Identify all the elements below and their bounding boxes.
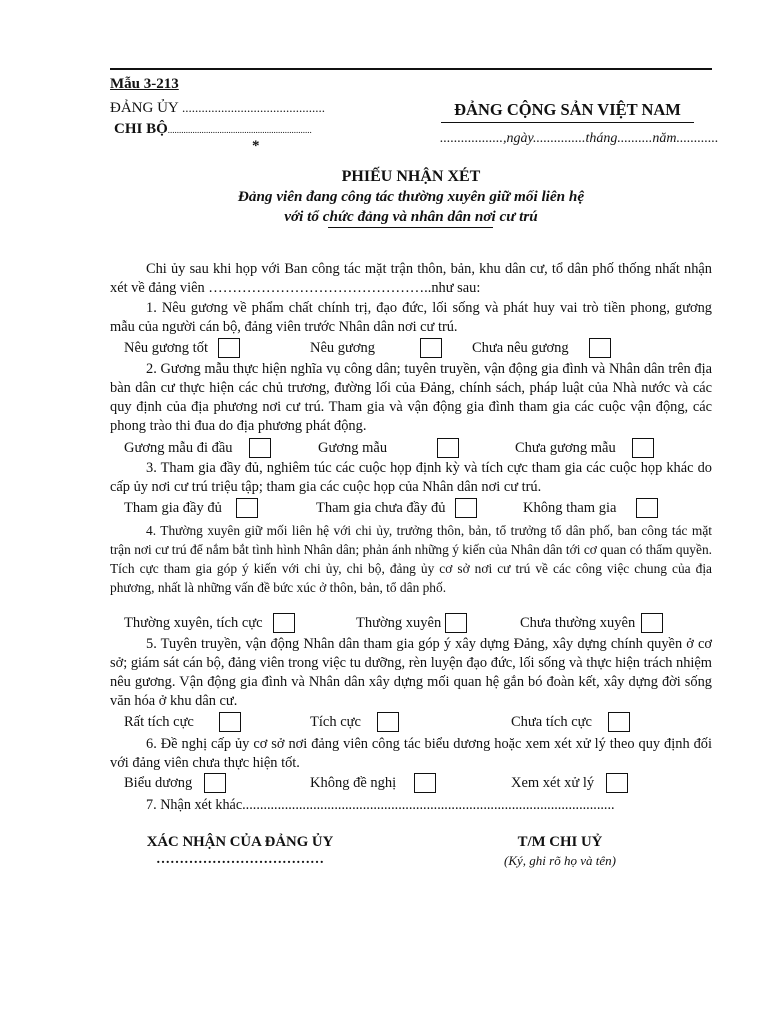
option-1-c[interactable]: [472, 338, 611, 358]
checkbox[interactable]: [455, 498, 477, 518]
option-2-c[interactable]: [515, 438, 654, 458]
checkbox[interactable]: [414, 773, 436, 793]
checkbox[interactable]: [641, 613, 663, 633]
form-code: Mẫu 3-213: [110, 76, 179, 92]
star-mark: *: [252, 138, 260, 154]
criterion-1-options: [110, 338, 712, 360]
confirmation-title: XÁC NHẬN CỦA ĐẢNG ỦY: [146, 834, 334, 850]
criterion-1-text: 1. Nêu gương về phẩm chất chính trị, đạo đức, lối sống và phát huy vai trò tiền phong, gương mẫu của người cán bộ, đảng viên trước Nhân dân nơi cư trú.: [110, 300, 712, 335]
option-1-a[interactable]: [124, 338, 240, 358]
option-label: Chưa thường xuyên: [520, 614, 636, 631]
checkbox[interactable]: [632, 438, 654, 458]
form-title: PHIẾU NHẬN XÉT: [341, 168, 481, 185]
checkbox[interactable]: [204, 773, 226, 793]
option-label: Xem xét xử lý: [511, 774, 595, 791]
option-1-b[interactable]: [310, 338, 442, 358]
option-4-c[interactable]: [520, 613, 663, 633]
option-6-b[interactable]: [310, 773, 436, 793]
option-label: Thường xuyên, tích cực: [124, 614, 263, 631]
criterion-3-options: [110, 498, 712, 520]
option-4-b[interactable]: [356, 613, 467, 633]
checkbox[interactable]: [445, 613, 467, 633]
top-rule: [110, 68, 712, 70]
criterion-4-options: [110, 613, 712, 635]
option-2-b[interactable]: [318, 438, 459, 458]
option-label: Thường xuyên: [356, 614, 442, 631]
checkbox[interactable]: [218, 338, 240, 358]
checkbox[interactable]: [636, 498, 658, 518]
criterion-2-options: [110, 438, 712, 460]
option-label: Tích cực: [310, 713, 361, 730]
option-3-b[interactable]: [316, 498, 477, 518]
option-label: Tham gia chưa đầy đủ: [316, 499, 446, 516]
criterion-6-text: 6. Đề nghị cấp ủy cơ sở nơi đảng viên công tác biểu dương hoặc xem xét xử lý theo quy định đối với đảng viên chưa thực hiện tốt.: [110, 736, 712, 771]
option-3-a[interactable]: [124, 498, 258, 518]
party-cell-line: [114, 121, 312, 138]
option-4-a[interactable]: [124, 613, 295, 633]
checkbox[interactable]: [377, 712, 399, 732]
checkbox[interactable]: [236, 498, 258, 518]
criterion-5-text: 5. Tuyên truyền, vận động Nhân dân tham gia góp ý xây dựng Đảng, xây dựng chính quyền ở cơ sở; giám sát cán bộ, đảng viên trong việc tu dưỡng, rèn luyện đạo đức, lối sống và thực hiện trách nhiệm nêu gương. Vận động gia đình và Nhân dân xây dựng mối quan hệ gắn bó đoàn kết, xây dựng đời sống văn hóa ở khu dân cư.: [110, 636, 712, 709]
date-line: ..................,ngày...............tháng..........năm............: [440, 131, 719, 146]
option-5-c[interactable]: [511, 712, 630, 732]
party-name: ĐẢNG CỘNG SẢN VIỆT NAM: [441, 100, 694, 123]
option-5-a[interactable]: [124, 712, 241, 732]
checkbox[interactable]: [606, 773, 628, 793]
checkbox[interactable]: [608, 712, 630, 732]
option-label: Gương mẫu đi đầu: [124, 439, 233, 456]
checkbox[interactable]: [219, 712, 241, 732]
signature-note: (Ký, ghi rõ họ và tên): [504, 853, 616, 868]
form-subtitle-2: với tổ chức đảng và nhân dân nơi cư trú: [284, 208, 538, 225]
option-label: Chưa tích cực: [511, 713, 592, 730]
option-label: Không tham gia: [523, 499, 617, 516]
option-label: Không đề nghị: [310, 774, 397, 791]
option-3-c[interactable]: [523, 498, 658, 518]
intro-paragraph: Chi ủy sau khi họp với Ban công tác mặt trận thôn, bản, khu dân cư, tổ dân phố thống nhất nhận xét về đảng viên ………………………………………..như sau:: [110, 261, 712, 296]
option-label: Chưa gương mẫu: [515, 439, 616, 456]
criterion-2-text: 2. Gương mẫu thực hiện nghĩa vụ công dân; tuyên truyền, vận động gia đình và Nhân dân trên địa bàn dân cư thực hiện các chủ trương, đường lối của Đảng, chính sách, pháp luật của Nhà nước và các quy định của địa phương nơi cư trú. Tham gia và vận động gia đình tham gia các cuộc vận động, các phong trào thi đua do địa phương phát động.: [110, 361, 712, 434]
checkbox[interactable]: [420, 338, 442, 358]
checkbox[interactable]: [273, 613, 295, 633]
other-comments-line[interactable]: 7. Nhận xét khác.........................................................................................................: [146, 797, 615, 813]
party-cell-dots: ................................................................: [167, 125, 312, 135]
option-label: Nêu gương: [310, 339, 376, 356]
criterion-4-text: 4. Thường xuyên giữ mối liên hệ với chi ủy, trưởng thôn, bản, tổ trưởng tổ dân phố, ban công tác mặt trận nơi cư trú để nắm bắt tình hình Nhân dân; phản ánh những ý kiến của Nhân dân tới cơ quan có thẩm quyền. Tích cực tham gia góp ý kiến với chi ủy, chi bộ, đảng ủy cơ sở nơi cư trú về các công việc chung của địa phương, nhất là những vấn đề bức xúc ở thôn, bản, tổ dân phố.: [110, 523, 712, 595]
party-committee-line: [110, 100, 325, 117]
option-label: Rất tích cực: [124, 713, 194, 730]
option-6-a[interactable]: [124, 773, 226, 793]
checkbox[interactable]: [249, 438, 271, 458]
criterion-6-options: [110, 773, 712, 795]
cell-committee-title: T/M CHI UỶ: [517, 834, 603, 850]
option-label: Chưa nêu gương: [472, 339, 569, 356]
confirmation-signature-dots: ………………………………: [156, 852, 324, 867]
criterion-3-text: 3. Tham gia đầy đủ, nghiêm túc các cuộc họp định kỳ và tích cực tham gia các cuộc họp khác do cấp ủy nơi cư trú triệu tập; tham gia các cuộc họp của Nhân dân nơi cư trú.: [110, 460, 712, 495]
option-label: Biểu dương: [124, 774, 193, 791]
option-label: Tham gia đầy đủ: [124, 499, 222, 516]
option-label: Gương mẫu: [318, 439, 388, 456]
checkbox[interactable]: [437, 438, 459, 458]
party-committee-dots: ............................................: [181, 100, 325, 115]
party-committee-label: ĐẢNG ỦY: [110, 100, 179, 116]
subtitle-underline: [328, 227, 493, 228]
option-5-b[interactable]: [310, 712, 399, 732]
option-label: Nêu gương tốt: [124, 339, 208, 356]
criterion-5-options: [110, 712, 712, 734]
party-cell-label: CHI BỘ: [114, 121, 168, 137]
form-subtitle-1: Đảng viên đang công tác thường xuyên giữ mối liên hệ: [237, 188, 585, 205]
checkbox[interactable]: [589, 338, 611, 358]
option-6-c[interactable]: [511, 773, 628, 793]
option-2-a[interactable]: [124, 438, 271, 458]
